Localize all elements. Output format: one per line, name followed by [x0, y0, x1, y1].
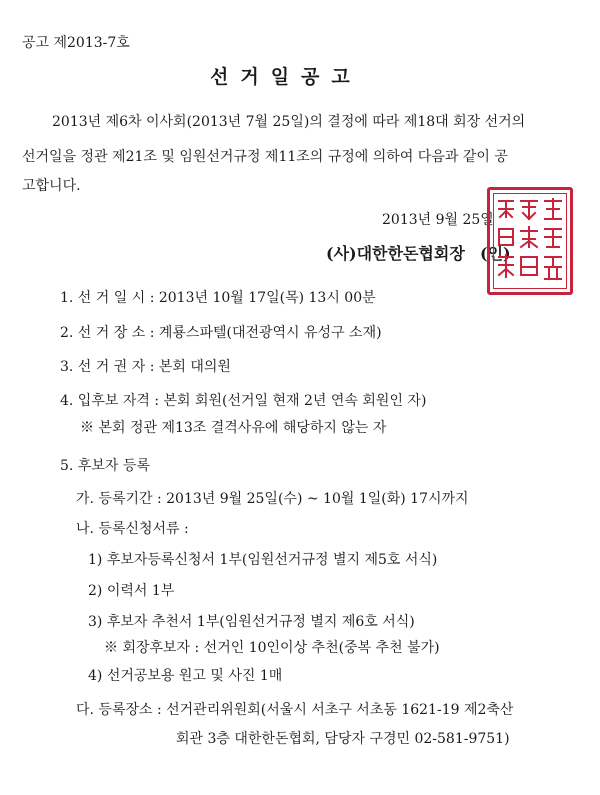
doc-3-recommendation: 3) 후보자 추천서 1부(임원선거규정 별지 제6호 서식) [88, 614, 415, 630]
item-5-candidate-registration: 5. 후보자 등록 [60, 458, 150, 474]
item-4-eligibility: 4. 입후보 자격 : 본회 회원(선거일 현재 2년 연속 회원인 자) [60, 393, 427, 409]
notice-number: 공고 제2013-7호 [22, 35, 130, 51]
seal-glyphs [487, 187, 573, 295]
sub-c-registration-place: 다. 등록장소 : 선거관리위원회(서울시 서초구 서초동 1621-19 제2축산 [76, 702, 514, 718]
document-title: 선거일공고 [210, 66, 362, 88]
intro-line-3: 고합니다. [22, 178, 81, 194]
official-seal [487, 187, 573, 295]
item-3-voters: 3. 선 거 권 자 : 본회 대의원 [60, 359, 231, 375]
sub-c-registration-place-cont: 회관 3층 대한한돈협회, 담당자 구경민 02-581-9751) [176, 731, 510, 747]
doc-2-resume: 2) 이력서 1부 [88, 583, 175, 599]
item-4-note: ※ 본회 정관 제13조 결격사유에 해당하지 않는 자 [80, 420, 387, 436]
doc-3-note: ※ 회장후보자 : 선거인 10인이상 추천(중복 추천 불가) [104, 640, 440, 656]
seal-mark: (인) [480, 244, 511, 263]
item-2-election-venue: 2. 선 거 장 소 : 계룡스파텔(대전광역시 유성구 소재) [60, 325, 382, 341]
item-1-election-date: 1. 선 거 일 시 : 2013년 10월 17일(목) 13시 00분 [60, 290, 376, 306]
organization-name: (사)대한한돈협회장 [326, 244, 465, 263]
intro-line-1: 2013년 제6차 이사회(2013년 7월 25일)의 결정에 따라 제18대 회장 선거의 [52, 114, 526, 130]
sub-a-registration-period: 가. 등록기간 : 2013년 9월 25일(수) ~ 10월 1일(화) 17시까지 [76, 491, 469, 507]
intro-line-2: 선거일을 정관 제21조 및 임원선거규정 제11조의 규정에 의하여 다음과 같이 공 [22, 149, 508, 165]
doc-1-application-form: 1) 후보자등록신청서 1부(임원선거규정 별지 제5호 서식) [88, 552, 438, 568]
sub-b-registration-documents: 나. 등록신청서류 : [76, 521, 189, 537]
doc-4-bulletin-materials: 4) 선거공보용 원고 및 사진 1매 [88, 668, 283, 684]
notice-date: 2013년 9월 25일 [382, 212, 494, 228]
